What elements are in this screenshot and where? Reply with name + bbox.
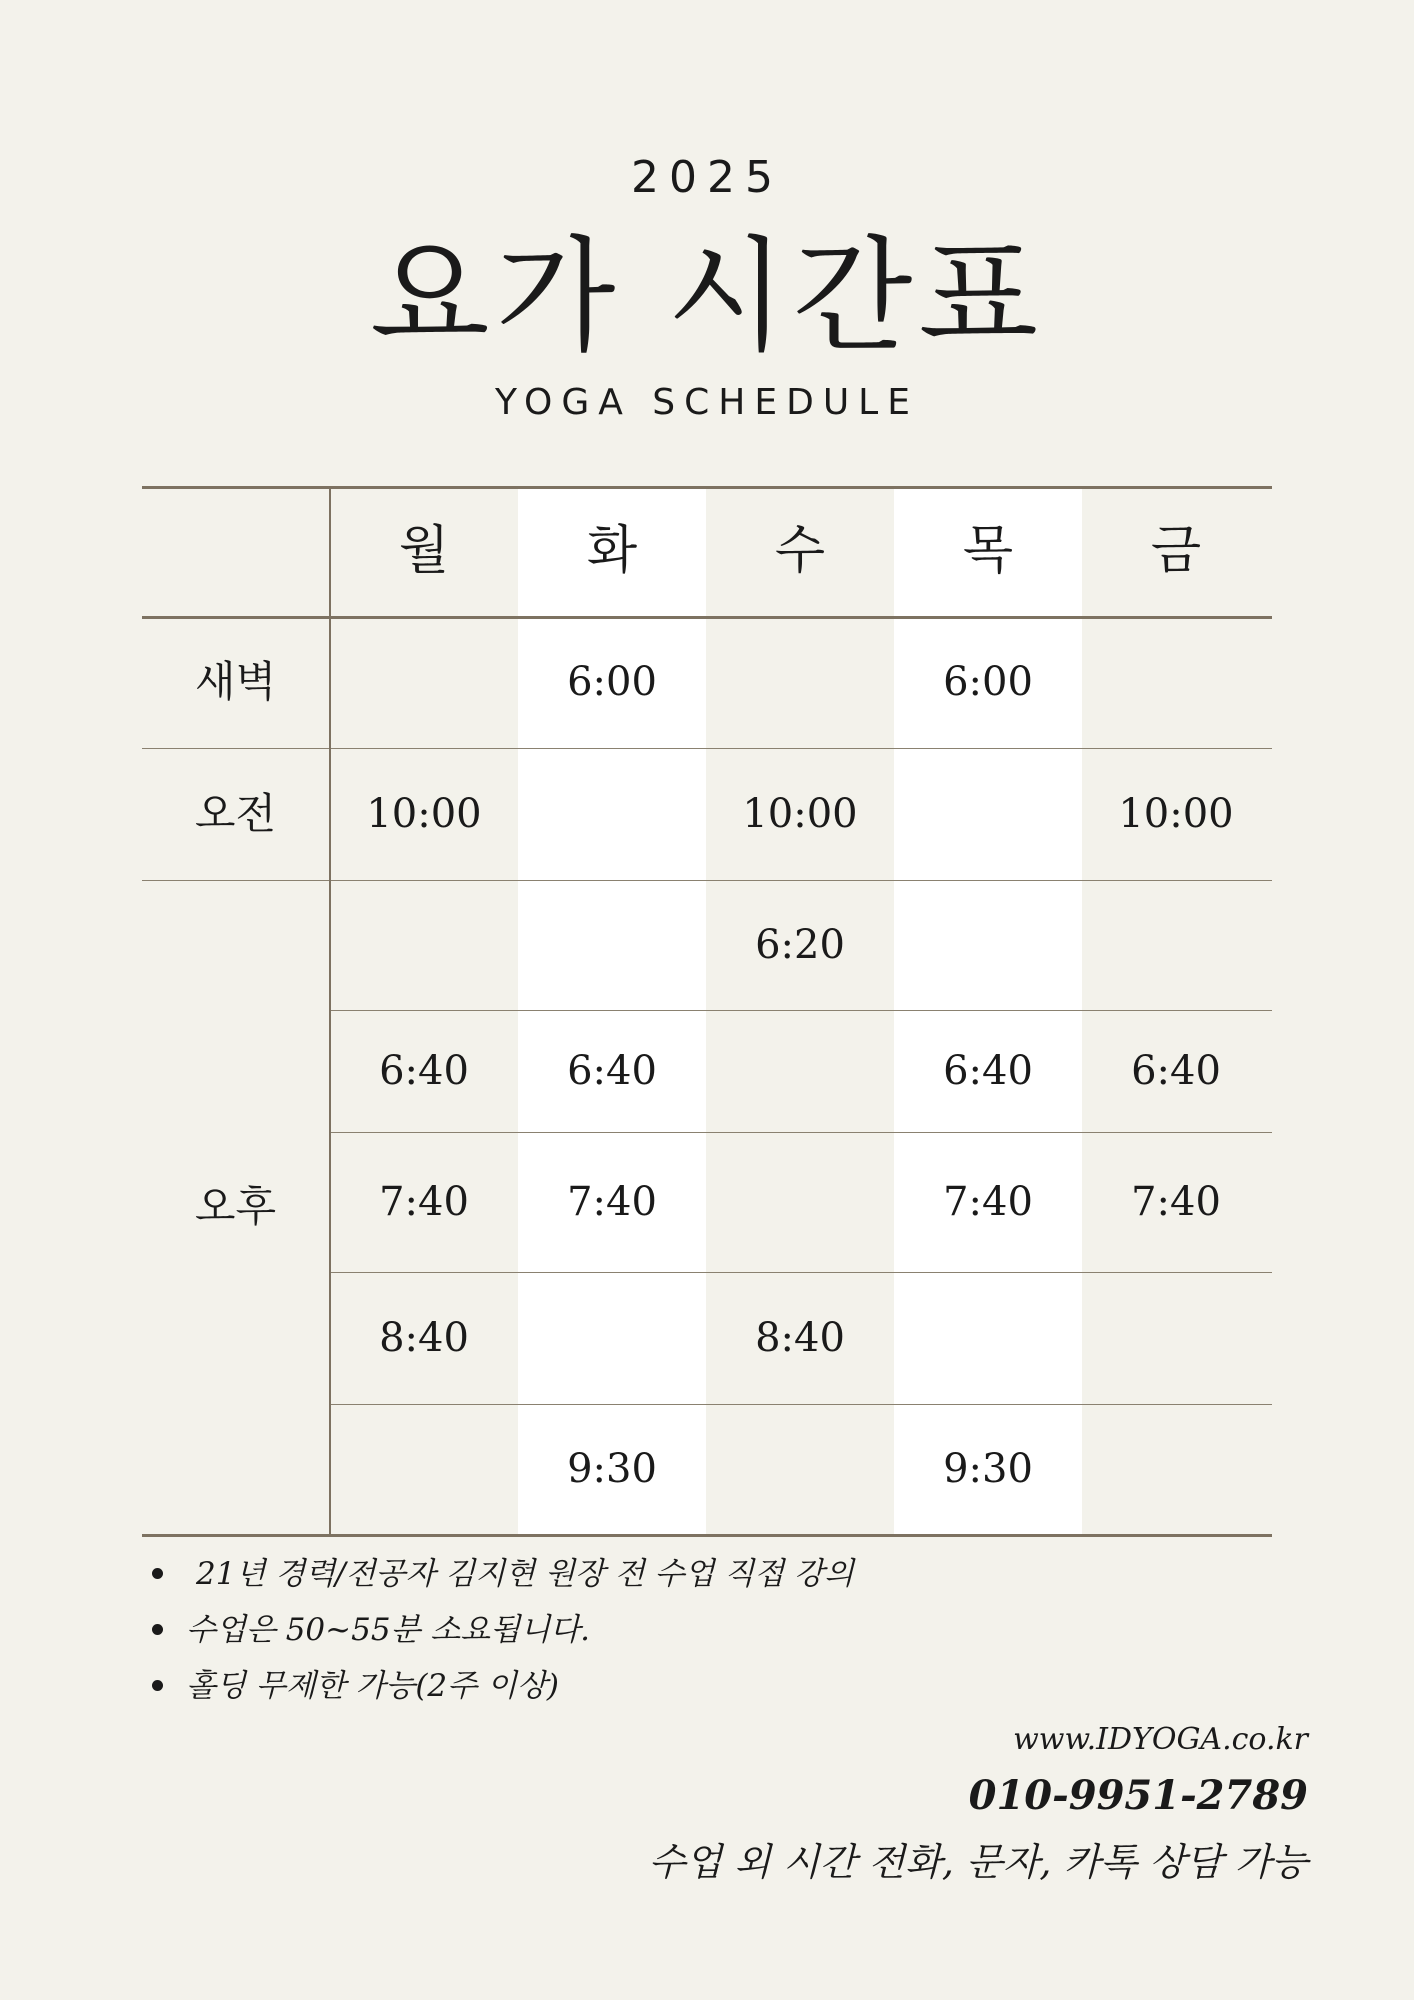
schedule-cell: 10:00 xyxy=(1118,791,1234,837)
schedule-cell: 6:40 xyxy=(943,1048,1033,1094)
schedule-cell: 10:00 xyxy=(742,791,858,837)
schedule-cell xyxy=(894,1272,1082,1404)
phone-number[interactable]: 010-9951-2789 xyxy=(968,1772,1308,1819)
schedule-cell: 6:00 xyxy=(567,659,657,705)
schedule-cell xyxy=(330,616,518,748)
schedule-cell: 8:40 xyxy=(379,1315,469,1361)
schedule-cell: 7:40 xyxy=(943,1179,1033,1225)
schedule-cell xyxy=(518,880,706,1010)
schedule-cell xyxy=(1082,616,1270,748)
schedule-cell: 6:40 xyxy=(567,1048,657,1094)
page-subtitle: YOGA SCHEDULE xyxy=(494,382,919,423)
note-item xyxy=(142,1658,1042,1714)
schedule-cell: 10:00 xyxy=(366,791,482,837)
note-text: 홀딩 무제한 가능(2주 이상) xyxy=(186,1668,559,1704)
bullet-icon xyxy=(152,1680,163,1691)
table-bottom-rule xyxy=(142,1534,1272,1537)
page-title: 요가 시간표 xyxy=(369,225,1045,369)
note-text: 수업은 50~55분 소요됩니다. xyxy=(186,1612,590,1648)
schedule-cell xyxy=(330,880,518,1010)
schedule-cell: 7:40 xyxy=(1131,1179,1221,1225)
notes-list xyxy=(142,1546,1042,1714)
note-item xyxy=(142,1602,1042,1658)
period-label-dawn: 새벽 xyxy=(194,657,277,706)
day-header-fri: 금 xyxy=(1150,521,1202,581)
schedule-cell xyxy=(518,748,706,880)
schedule-table xyxy=(142,486,1272,1536)
period-label-afternoon: 오후 xyxy=(194,1182,277,1231)
schedule-cell xyxy=(894,748,1082,880)
year-label: 2025 xyxy=(631,152,783,203)
schedule-cell: 6:20 xyxy=(755,922,845,968)
schedule-cell xyxy=(518,1272,706,1404)
consult-info: 수업 외 시간 전화, 문자, 카톡 상담 가능 xyxy=(648,1840,1308,1884)
schedule-cell: 6:40 xyxy=(379,1048,469,1094)
bullet-icon xyxy=(152,1624,163,1635)
schedule-cell xyxy=(706,1010,894,1132)
schedule-cell: 9:30 xyxy=(943,1446,1033,1492)
bullet-icon xyxy=(152,1568,163,1579)
website-link[interactable]: www.IDYOGA.co.kr xyxy=(1013,1722,1308,1757)
schedule-cell xyxy=(706,616,894,748)
day-header-mon: 월 xyxy=(398,521,450,581)
day-header-thu: 목 xyxy=(962,521,1014,581)
schedule-cell: 9:30 xyxy=(567,1446,657,1492)
schedule-cell: 6:40 xyxy=(1131,1048,1221,1094)
schedule-cell xyxy=(706,1132,894,1272)
day-header-wed: 수 xyxy=(774,521,826,581)
schedule-cell xyxy=(894,880,1082,1010)
schedule-cell: 7:40 xyxy=(379,1179,469,1225)
schedule-cell xyxy=(1082,1404,1270,1534)
schedule-cell xyxy=(706,1404,894,1534)
note-text: 21년 경력/전공자 김지현 원장 전 수업 직접 강의 xyxy=(196,1556,854,1592)
note-item xyxy=(142,1546,1042,1602)
schedule-cell: 6:00 xyxy=(943,659,1033,705)
schedule-cell xyxy=(330,1404,518,1534)
period-label-morning: 오전 xyxy=(194,789,277,838)
schedule-cell xyxy=(1082,1272,1270,1404)
schedule-cell: 8:40 xyxy=(755,1315,845,1361)
schedule-cell xyxy=(1082,880,1270,1010)
day-header-tue: 화 xyxy=(586,521,638,581)
schedule-cell: 7:40 xyxy=(567,1179,657,1225)
